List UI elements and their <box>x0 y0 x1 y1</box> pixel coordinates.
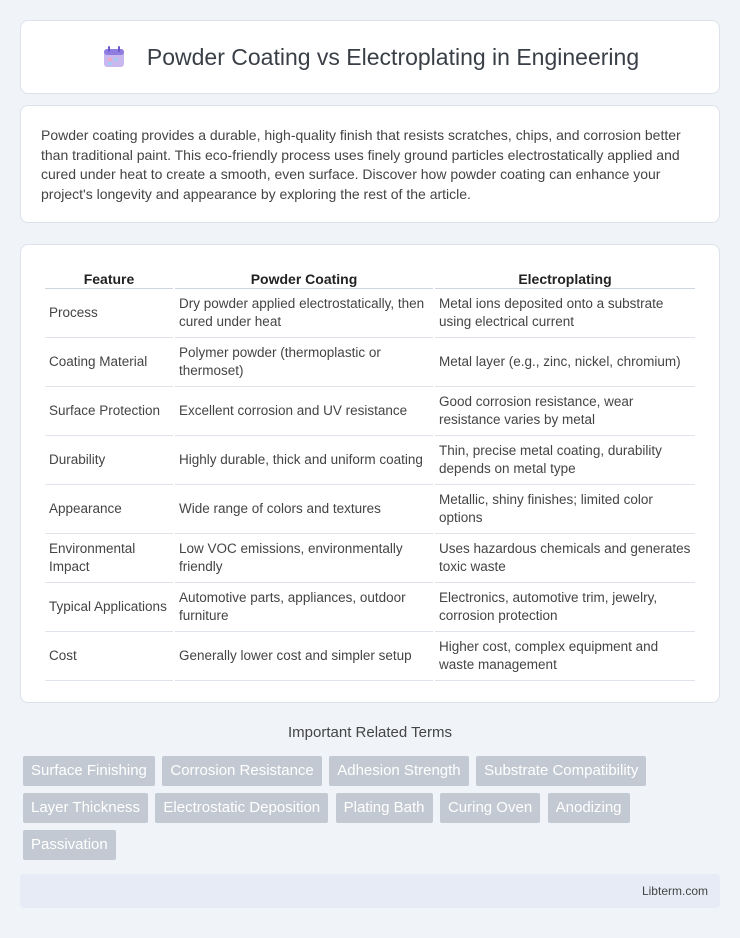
feature-cell: Environmental Impact <box>45 534 173 583</box>
table-header-row <box>45 265 695 289</box>
powder-coating-cell: Excellent corrosion and UV resistance <box>175 387 433 436</box>
table-row <box>45 338 695 387</box>
feature-cell: Coating Material <box>45 338 173 387</box>
related-term-tag[interactable]: Passivation <box>23 830 116 860</box>
title-card <box>20 20 720 94</box>
related-term-tag[interactable]: Adhesion Strength <box>329 756 468 786</box>
feature-cell: Cost <box>45 632 173 681</box>
powder-coating-cell: Dry powder applied electrostatically, then cured under heat <box>175 289 433 338</box>
footer-site-link[interactable]: Libterm.com <box>641 884 708 898</box>
electroplating-cell: Electronics, automotive trim, jewelry, corrosion protection <box>435 583 695 632</box>
related-terms-title: Important Related Terms <box>288 724 452 741</box>
related-term-tag[interactable]: Electrostatic Deposition <box>155 793 328 823</box>
related-term-tag[interactable]: Corrosion Resistance <box>162 756 321 786</box>
page-title: Powder Coating vs Electroplating in Engineering <box>146 43 640 70</box>
feature-cell: Process <box>45 289 173 338</box>
powder-coating-cell: Highly durable, thick and uniform coating <box>175 436 433 485</box>
electroplating-cell: Higher cost, complex equipment and waste management <box>435 632 695 681</box>
related-term-tag[interactable]: Surface Finishing <box>23 756 155 786</box>
intro-card <box>20 105 720 223</box>
header-powder-coating: Powder Coating <box>175 265 433 289</box>
table-row <box>45 632 695 681</box>
related-term-tag[interactable]: Curing Oven <box>440 793 540 823</box>
powder-coating-cell: Polymer powder (thermoplastic or thermoset) <box>175 338 433 387</box>
feature-cell: Appearance <box>45 485 173 534</box>
related-term-tag[interactable]: Anodizing <box>548 793 630 823</box>
table-row <box>45 583 695 632</box>
footer <box>20 874 720 908</box>
table-row <box>45 485 695 534</box>
powder-coating-cell: Low VOC emissions, environmentally friendly <box>175 534 433 583</box>
feature-cell: Typical Applications <box>45 583 173 632</box>
calendar-icon <box>101 44 127 70</box>
table-row <box>45 534 695 583</box>
electroplating-cell: Good corrosion resistance, wear resistance varies by metal <box>435 387 695 436</box>
related-term-tag[interactable]: Layer Thickness <box>23 793 148 823</box>
electroplating-cell: Uses hazardous chemicals and generates toxic waste <box>435 534 695 583</box>
electroplating-cell: Metallic, shiny finishes; limited color options <box>435 485 695 534</box>
table-row <box>45 387 695 436</box>
powder-coating-cell: Automotive parts, appliances, outdoor furniture <box>175 583 433 632</box>
feature-cell: Durability <box>45 436 173 485</box>
table-row <box>45 436 695 485</box>
electroplating-cell: Metal layer (e.g., zinc, nickel, chromium) <box>435 338 695 387</box>
intro-text: Powder coating provides a durable, high-quality finish that resists scratches, chips, and corrosion better than traditional paint. This eco-friendly process uses finely ground particles electrostatically applied and cured under heat to create a smooth, even surface. Discover how powder coating can enhance your project's longevity and appearance by exploring the rest of the article. <box>41 127 681 202</box>
header-electroplating: Electroplating <box>435 265 695 289</box>
powder-coating-cell: Wide range of colors and textures <box>175 485 433 534</box>
electroplating-cell: Metal ions deposited onto a substrate using electrical current <box>435 289 695 338</box>
header-feature: Feature <box>45 265 173 289</box>
comparison-table-card <box>20 244 720 703</box>
electroplating-cell: Thin, precise metal coating, durability depends on metal type <box>435 436 695 485</box>
feature-cell: Surface Protection <box>45 387 173 436</box>
powder-coating-cell: Generally lower cost and simpler setup <box>175 632 433 681</box>
comparison-table <box>43 265 697 681</box>
related-terms-list <box>23 756 723 867</box>
table-row <box>45 289 695 338</box>
related-term-tag[interactable]: Substrate Compatibility <box>476 756 646 786</box>
related-term-tag[interactable]: Plating Bath <box>336 793 433 823</box>
